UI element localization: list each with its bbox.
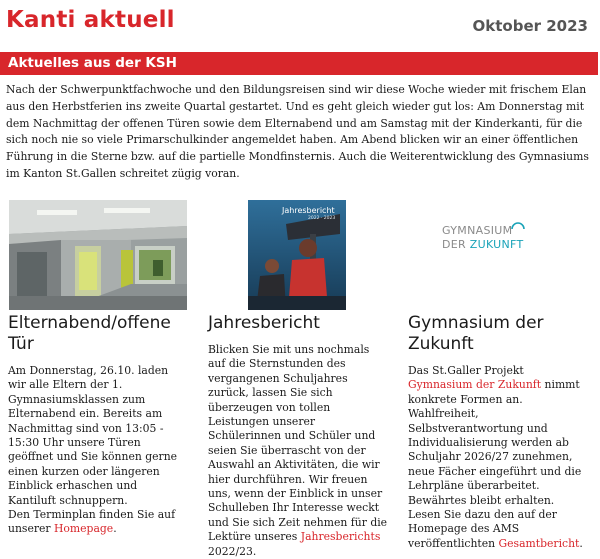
gymnasium-der-zukunft-link[interactable]: Gymnasium der Zukunft (408, 378, 542, 392)
intro-paragraph: Nach der Schwerpunktfachwoche und den Bildungsreisen sind wir diese Woche wieder mit frischem Elan aus den Herbstferien ins zweite Quartal gestartet. Und es geht gleich wieder gut los: Am Donnerstag mit dem Nachmittag der offenen Türen sowie dem Elternabend und am Samstag mit der Kinderkanti, für die sich noch nie so viele Primarschulkinder angemeldet haben. Am Abend blicken wir an einer öffentlichen Führung in die Sterne bzw. auf die partielle Mondfinsternis. Auch die Weiterentwicklung des Gymnasiums im Kanton St.Gallen schreitet zügig voran. (6, 83, 589, 180)
article-open-day (8, 313, 188, 537)
article-text: Das St.Galler Projekt (408, 364, 524, 377)
school-corridor-photo (9, 200, 187, 310)
logo-line-2 (442, 238, 524, 251)
article-text-end: . (579, 536, 583, 550)
masthead (0, 0, 600, 48)
article-body (8, 364, 188, 537)
gesamtbericht-link[interactable]: Gesamtbericht (498, 536, 580, 550)
newsletter-title: Kanti aktuell (6, 7, 175, 33)
article-future-gymnasium (408, 313, 588, 551)
article-text-end: 2022/23. (208, 544, 257, 558)
logo-arc-icon (511, 220, 525, 230)
annual-report-link[interactable]: Jahresberichts (300, 530, 381, 544)
article-body (408, 364, 588, 551)
section-header-bar (0, 52, 598, 75)
annual-report-cover[interactable] (248, 200, 346, 310)
article-text-mid: nimmt konkrete Formen an. Wahlfreiheit, Selbstverantwortung und Individualisierung werden ab Schuljahr 2026/27 zunehmen, neue Fächer eingeführt und die Lehrpläne überarbeitet. Bewährtes bleibt erhalten. Lesen Sie dazu den auf der Homepage des AMS veröffentlichten (408, 378, 582, 550)
logo-line-2-b: ZUKUNFT (469, 238, 524, 251)
article-text: Am Donnerstag, 26.10. laden wir alle Eltern der 1. Gymnasiumsklassen zum Elternabend ein. Bereits am Nachmittag sind von 13:05 - 15:30 Uhr unsere Türen geöffnet und Sie können gerne einen kurzen oder längeren Einblick erhaschen und Kantiluft schnuppern. (8, 364, 178, 507)
logo-line-2-a: DER (442, 238, 470, 251)
article-title: Gymnasium der Zukunft (408, 313, 544, 354)
report-cover-title: Jahresbericht (282, 206, 335, 215)
article-body (208, 343, 388, 559)
homepage-link[interactable]: Homepage (53, 522, 114, 536)
logo-line-1: GYMNASIUM (442, 224, 513, 237)
article-text: Blicken Sie mit uns nochmals auf die Sternstunden des vergangenen Schuljahres zurück, lassen Sie sich überzeugen von tollen Leistungen unserer Schülerinnen und Schüler und seien Sie überrascht von der Auswahl an Aktivitäten, die wir hier durchführen. Wir freuen uns, wenn der Einblick in unser Schulleben Ihr Interesse weckt und Sie sich Zeit nehmen für die Lektüre unseres (208, 343, 388, 544)
article-text-2: Den Terminplan finden Sie auf unserer (8, 508, 176, 536)
article-text-end: . (113, 522, 117, 536)
section-title: Aktuelles aus der KSH (8, 55, 177, 71)
article-annual-report (208, 313, 388, 559)
gymnasium-der-zukunft-logo[interactable] (440, 222, 556, 258)
issue-date: Oktober 2023 (472, 17, 588, 35)
article-title: Jahresbericht (208, 313, 320, 333)
article-title: Elternabend/offene Tür (8, 313, 171, 354)
report-cover-years: 2022 · 2023 (308, 216, 336, 221)
school-corridor-illustration (9, 200, 187, 310)
